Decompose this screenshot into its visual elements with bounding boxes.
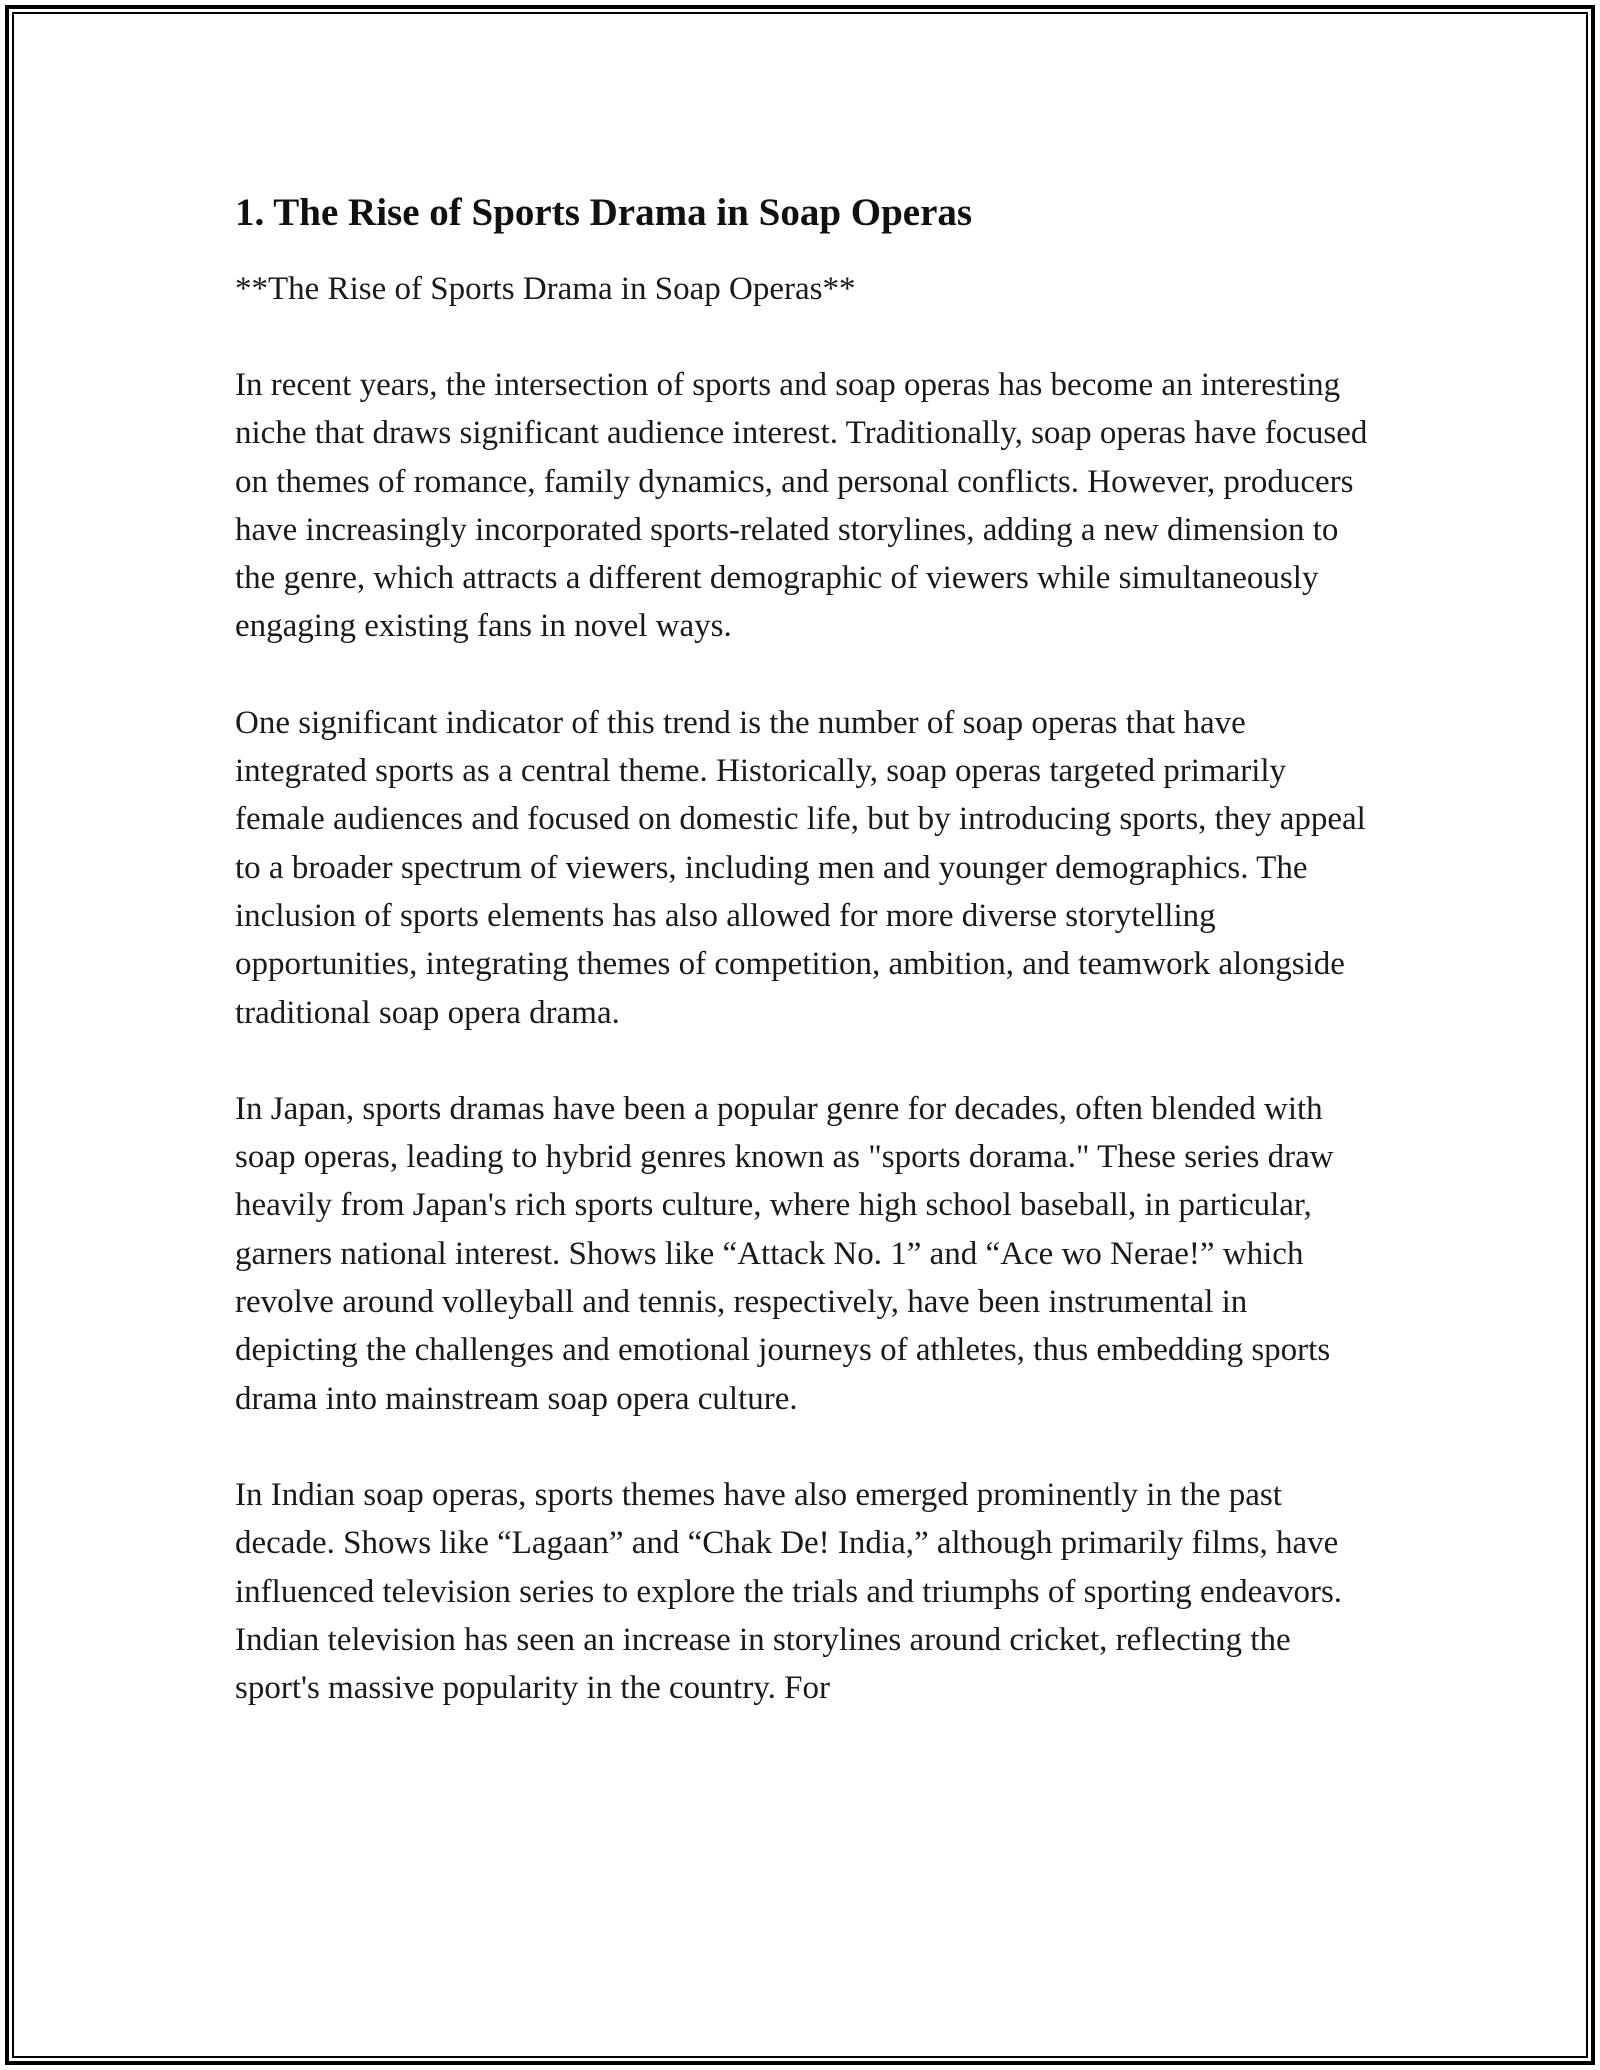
- document-body: [235, 185, 1375, 1760]
- paragraph-3: In Japan, sports dramas have been a popular genre for decades, often blended with soap operas, leading to hybrid genres known as "sports dorama." These series draw heavily from Japan's rich sports culture, where high school baseball, in particular, garners national interest. Shows like “Attack No. 1” and “Ace wo Nerae!” which revolve around volleyball and tennis, respectively, have been instrumental in depicting the challenges and emotional journeys of athletes, thus embedding sports drama into mainstream soap opera culture.: [235, 1090, 1334, 1417]
- paragraph-1: In recent years, the intersection of sports and soap operas has become an interesting niche that draws significant audience interest. Traditionally, soap operas have focused on themes of romance, family dynamics, and personal conflicts. However, producers have increasingly incorporated sports-related storylines, adding a new dimension to the genre, which attracts a different demographic of viewers while simultaneously engaging existing fans in novel ways.: [235, 367, 1368, 645]
- paragraph-2: One significant indicator of this trend is the number of soap operas that have integrated sports as a central theme. Historically, soap operas targeted primarily female audiences and focused on domestic life, but by introducing sports, they appeal to a broader spectrum of viewers, including men and younger demographics. The inclusion of sports elements has also allowed for more diverse storytelling opportunities, integrating themes of competition, ambition, and teamwork alongside traditional soap opera drama.: [235, 704, 1366, 1031]
- section-heading: 1. The Rise of Sports Drama in Soap Operas: [235, 191, 973, 234]
- paragraph-4: In Indian soap operas, sports themes have also emerged prominently in the past decade. Shows like “Lagaan” and “Chak De! India,” although primarily films, have influenced television series to explore the trials and triumphs of sporting endeavors. Indian television has seen an increase in storylines around cricket, reflecting the sport's massive popularity in the country. For: [235, 1476, 1343, 1707]
- section-subtitle: **The Rise of Sports Drama in Soap Operas**: [235, 271, 856, 307]
